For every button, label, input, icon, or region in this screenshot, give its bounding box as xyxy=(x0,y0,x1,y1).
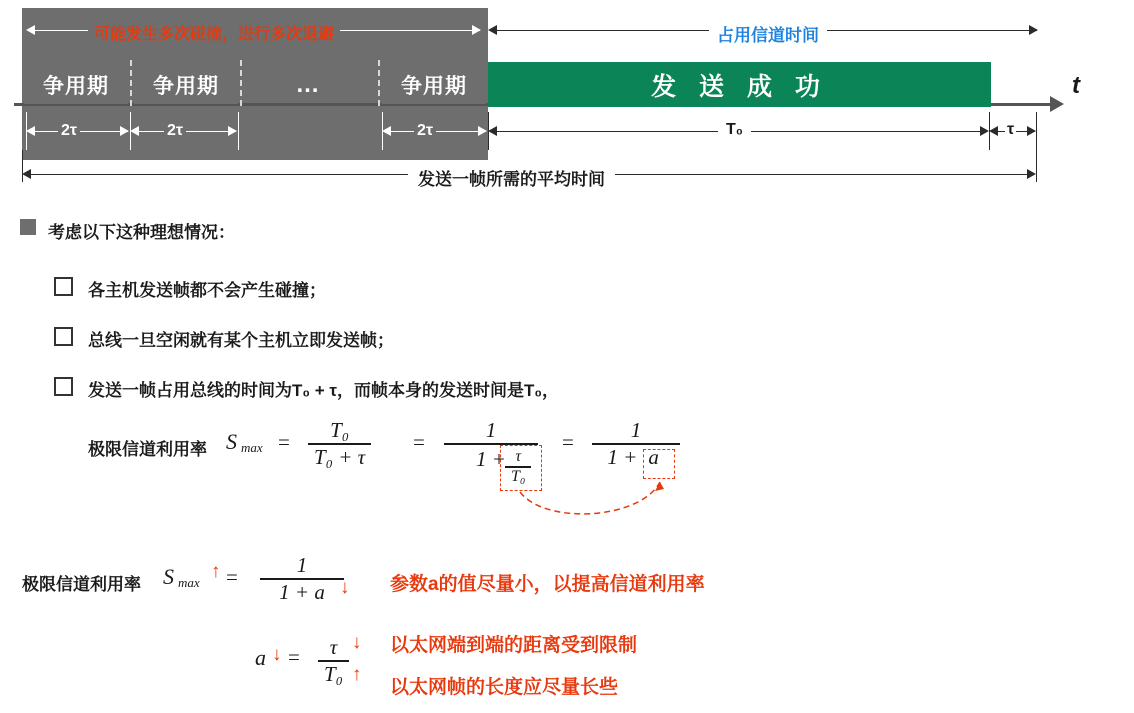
formula1-equals-1: = xyxy=(278,430,290,454)
formula3-note-2: 以太网帧的长度应尽量长些 xyxy=(390,677,619,698)
axis-label-t: t xyxy=(1072,72,1080,99)
formula1-symbol: S xyxy=(226,429,237,454)
formula1-equals-3: = xyxy=(562,430,574,454)
formula2-equals: = xyxy=(226,565,238,589)
bullets-heading: 考虑以下这种理想情况： xyxy=(48,223,235,242)
formula2-denominator: 1 + a xyxy=(260,578,344,605)
formula1-numerator-1: T₀ xyxy=(330,418,350,442)
formula1-numerator-3: 1 xyxy=(630,418,642,442)
bullet-item-1: 各主机发送帧都不会产生碰撞； xyxy=(88,281,326,300)
bullet-item-2: 总线一旦空闲就有某个主机立即发送帧； xyxy=(88,331,394,350)
formula3-numerator: τ xyxy=(329,635,338,659)
formula1-inner-num: τ xyxy=(515,448,522,465)
contention-slot-1: 争用期 xyxy=(24,66,128,104)
formula3-symbol: a xyxy=(255,645,266,670)
formula3-denominator: T₀ xyxy=(318,660,349,687)
formula1-denominator-1: T₀ + τ xyxy=(308,443,371,470)
formula3-note-1: 以太网端到端的距离受到限制 xyxy=(390,635,638,656)
measure-2tau-1-label: 2τ xyxy=(58,122,80,140)
formula1-numerator-2: 1 xyxy=(485,418,497,442)
formula2-fraction xyxy=(260,553,344,605)
formula2-label: 极限信道利用率 xyxy=(22,575,141,594)
measure-2tau-2-label: 2τ xyxy=(164,122,186,140)
transmission-success-block: 发 送 成 功 xyxy=(488,62,991,107)
top-blue-label: 占用信道时间 xyxy=(709,21,827,46)
tau-down-arrow-icon: ↓ xyxy=(352,632,362,653)
formula2-subscript: max xyxy=(178,575,200,590)
bullet-item-3: 发送一帧占用总线的时间为T₀ + τ，而帧本身的发送时间是T₀， xyxy=(88,381,560,400)
formula1-den3-a: a xyxy=(648,445,659,469)
top-red-label: 可能发生多次碰撞，进行多次退避 xyxy=(88,21,340,44)
measure-T0-label: T₀ xyxy=(718,121,751,139)
formula1-subscript: max xyxy=(241,440,263,455)
contention-slot-2: 争用期 xyxy=(134,66,238,104)
T0-up-arrow-icon: ↑ xyxy=(352,664,362,685)
formula2-note: 参数a的值尽量小，以提高信道利用率 xyxy=(390,574,705,595)
measure-tau-label: τ xyxy=(1007,121,1015,138)
smax-up-arrow-icon: ↑ xyxy=(211,561,221,582)
contention-slot-3: 争用期 xyxy=(382,66,486,104)
formula3-equals: = xyxy=(288,645,300,669)
formula1-equals-2: = xyxy=(413,430,425,454)
formula1-den3-prefix: 1 + xyxy=(607,445,638,469)
measure-2tau-3-label: 2τ xyxy=(414,122,436,140)
a-down-arrow-icon-2: ↓ xyxy=(272,644,282,665)
formula3-fraction xyxy=(318,635,349,687)
contention-ellipsis: … xyxy=(295,71,323,98)
formula2-symbol: S xyxy=(163,564,174,589)
formula1-inner-den: T₀ xyxy=(505,466,531,486)
formula2-numerator: 1 xyxy=(296,553,308,577)
formula1-den2-prefix: 1 + xyxy=(476,446,506,471)
a-down-arrow-icon-1: ↓ xyxy=(340,577,350,598)
formula1-label: 极限信道利用率 xyxy=(88,440,207,459)
bottom-average-label: 发送一帧所需的平均时间 xyxy=(408,165,615,190)
